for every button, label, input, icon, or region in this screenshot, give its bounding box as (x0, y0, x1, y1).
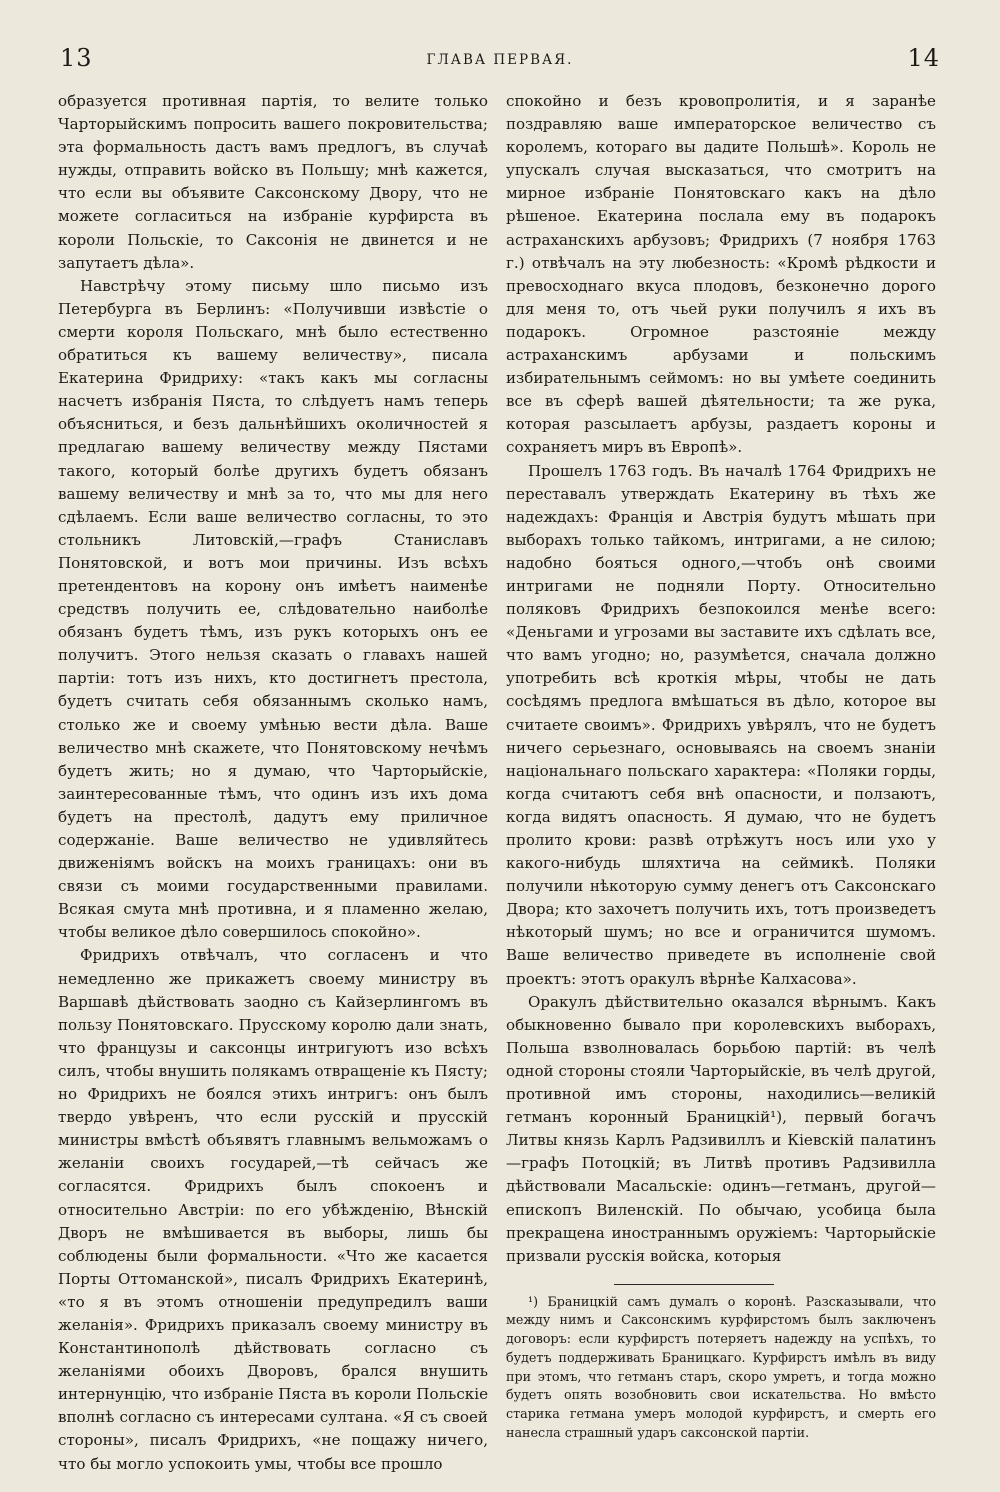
running-head: ГЛАВА ПЕРВАЯ. (426, 52, 574, 68)
right-column (506, 90, 936, 1442)
paragraph: Фридрихъ отвѣчалъ, что согласенъ и что немедленно же прикажетъ своему министру въ Варшавѣ дѣйствовать заодно съ Кайзерлингомъ въ пользу Понятовскаго. Прусскому королю дали знать, что французы и саксонцы интригуютъ изо всѣхъ силъ, чтобы внушить полякамъ отвращеніе къ Пясту; но Фридрихъ не боялся этихъ интригъ: онъ былъ твердо увѣренъ, что если русскій и прусскій министры вмѣстѣ объявятъ главнымъ вельможамъ о желаніи своихъ государей,—тѣ сейчасъ же согласятся. Фридрихъ былъ спокоенъ и относительно Австріи: по его убѣжденію, Вѣнскій Дворъ не вмѣшивается въ выборы, лишь бы соблюдены были формальности. «Что же касается Порты Оттоманской», писалъ Фридрихъ Екатеринѣ, «то я въ этомъ отношеніи предупредилъ ваши желанія». Фридрихъ приказалъ своему министру въ Константинополѣ дѣйствовать согласно съ желаніями обоихъ Дворовъ, брался внушить интернунцію, что избраніе Пяста въ короли Польскіе вполнѣ согласно съ интересами султана. «Я съ своей стороны», писалъ Фридрихъ, «не пощажу ничего, что бы могло успокоить умы, чтобы все прошло (58, 946, 488, 1473)
footnote (506, 1293, 936, 1443)
paragraph: Оракулъ дѣйствительно оказался вѣрнымъ. Какъ обыкновенно бывало при королевскихъ выборахъ, Польша взволновалась борьбою партій: въ челѣ одной стороны стояли Чарторыйскіе, въ челѣ другой, противной имъ стороны, находились—великій гетманъ коронный Браницкій¹), первый богачъ Литвы князь Карлъ Радзивиллъ и Кіевскій палатинъ—графъ Потоцкій; въ Литвѣ противъ Радзивилла дѣйствовали Масальскіе: одинъ—гетманъ, другой—епископъ Виленскій. По обычаю, усобица была прекращена иностраннымъ оружіемъ: Чарторыйскіе призвали русскія войска, которыя (506, 992, 936, 1265)
right-page-number: 14 (907, 44, 940, 72)
footnote-divider (614, 1284, 774, 1285)
paragraph: Прошелъ 1763 годъ. Въ началѣ 1764 Фридрихъ не переставалъ утверждать Екатерину въ тѣхъ же надеждахъ: Франція и Австрія будутъ мѣшать при выборахъ только тайкомъ, интригами, а не силою; надобно бояться одного,—чтобъ онѣ своими интригами не подняли Порту. Относительно поляковъ Фридрихъ безпокоился менѣе всего: «Деньгами и угрозами вы заставите ихъ сдѣлать все, что вамъ угодно; но, разумѣется, сначала должно употребить всѣ кроткія мѣры, чтобы не дать сосѣдямъ предлога вмѣшаться въ дѣло, которое вы считаете своимъ». Фридрихъ увѣрялъ, что не будетъ ничего серьезнаго, основываясь на своемъ знаніи національнаго польскаго характера: «Поляки горды, когда считаютъ себя внѣ опасности, и ползаютъ, когда видятъ опасность. Я думаю, что не будетъ пролито крови: развѣ отрѣжутъ носъ или ухо у какого-нибудь шляхтича на сеймикѣ. Поляки получили нѣкоторую сумму денегъ отъ Саксонскаго Двора; кто захочетъ получить ихъ, тотъ произведетъ нѣкоторый шумъ; но все и ограничится шумомъ. Ваше величество приведете въ исполненіе свой проектъ: этотъ оракулъ вѣрнѣе Калхасова». (506, 461, 936, 988)
left-column (58, 90, 488, 1476)
footnote-text: ¹) Браницкій самъ думалъ о коронѣ. Разсказывали, что между нимъ и Саксонскимъ курфирстомъ былъ заключенъ договоръ: если курфирстъ потеряетъ надежду на успѣхъ, то будетъ поддерживать Браницкаго. Курфирстъ имѣлъ въ виду при этомъ, что гетманъ старъ, скоро умретъ, и тогда можно будетъ опять возобновить свои искательства. Но вмѣсто старика гетмана умеръ молодой курфирстъ, и смерть его нанесла страшный ударъ саксонской партіи. (506, 1293, 936, 1440)
paragraph: спокойно и безъ кровопролитія, и я заранѣе поздравляю ваше императорское величество съ королемъ, котораго вы дадите Польшѣ». Король не упускалъ случая высказаться, что смотритъ на мирное избраніе Понятовскаго какъ на дѣло рѣшеное. Екатерина послала ему въ подарокъ астраханскихъ арбузовъ; Фридрихъ (7 ноября 1763 г.) отвѣчалъ на эту любезность: «Кромѣ рѣдкости и превосходнаго вкуса плодовъ, безконечно дорого для меня то, отъ чьей руки получилъ я ихъ въ подарокъ. Огромное разстояніе между астраханскимъ арбузами и польскимъ избирательнымъ сеймомъ: но вы умѣете соединить все въ сферѣ вашей дѣятельности; та же рука, которая разсылаетъ арбузы, раздаетъ короны и сохраняетъ миръ въ Европѣ». (506, 92, 936, 457)
left-page-number: 13 (60, 44, 93, 72)
page-header (60, 44, 940, 84)
paragraph: образуется противная партія, то велите только Чарторыйскимъ попросить вашего покровительства; эта формальность дастъ вамъ предлогъ, въ случаѣ нужды, отправить войско въ Польшу; мнѣ кажется, что если вы объявите Саксонскому Двору, что не можете согласиться на избраніе курфирста въ короли Польскіе, то Саксонія не двинется и не запутаетъ дѣла». (58, 92, 488, 272)
paragraph: Навстрѣчу этому письму шло письмо изъ Петербурга въ Берлинъ: «Получивши извѣстіе о смерти короля Польскаго, мнѣ было естественно обратиться къ вашему величеству», писала Екатерина Фридриху: «такъ какъ мы согласны насчетъ избранія Пяста, то слѣдуетъ намъ теперь объясниться, и безъ дальнѣйшихъ околичностей я предлагаю вашему величеству между Пястами такого, который болѣе другихъ будетъ обязанъ вашему величеству и мнѣ за то, что мы для него сдѣлаемъ. Если ваше величество согласны, то это стольникъ Литовскій,—графъ Станиславъ Понятовской, и вотъ мои причины. Изъ всѣхъ претендентовъ на корону онъ имѣетъ наименѣе средствъ получить ее, слѣдовательно наиболѣе обязанъ будетъ тѣмъ, изъ рукъ которыхъ онъ ее получитъ. Этого нельзя сказать о главахъ нашей партіи: тотъ изъ нихъ, кто достигнетъ престола, будетъ считать себя обязаннымъ сколько намъ, столько же и своему умѣнью вести дѣла. Ваше величество мнѣ скажете, что Понятовскому нечѣмъ будетъ жить; но я думаю, что Чарторыйскіе, заинтересованные тѣмъ, что одинъ изъ ихъ дома будетъ на престолѣ, дадутъ ему приличное содержаніе. Ваше величество не удивляйтесь движеніямъ войскъ на моихъ границахъ: они въ связи съ моими государственными правилами. Всякая смута мнѣ противна, и я пламенно желаю, чтобы великое дѣло совершилось спокойно». (58, 276, 488, 942)
